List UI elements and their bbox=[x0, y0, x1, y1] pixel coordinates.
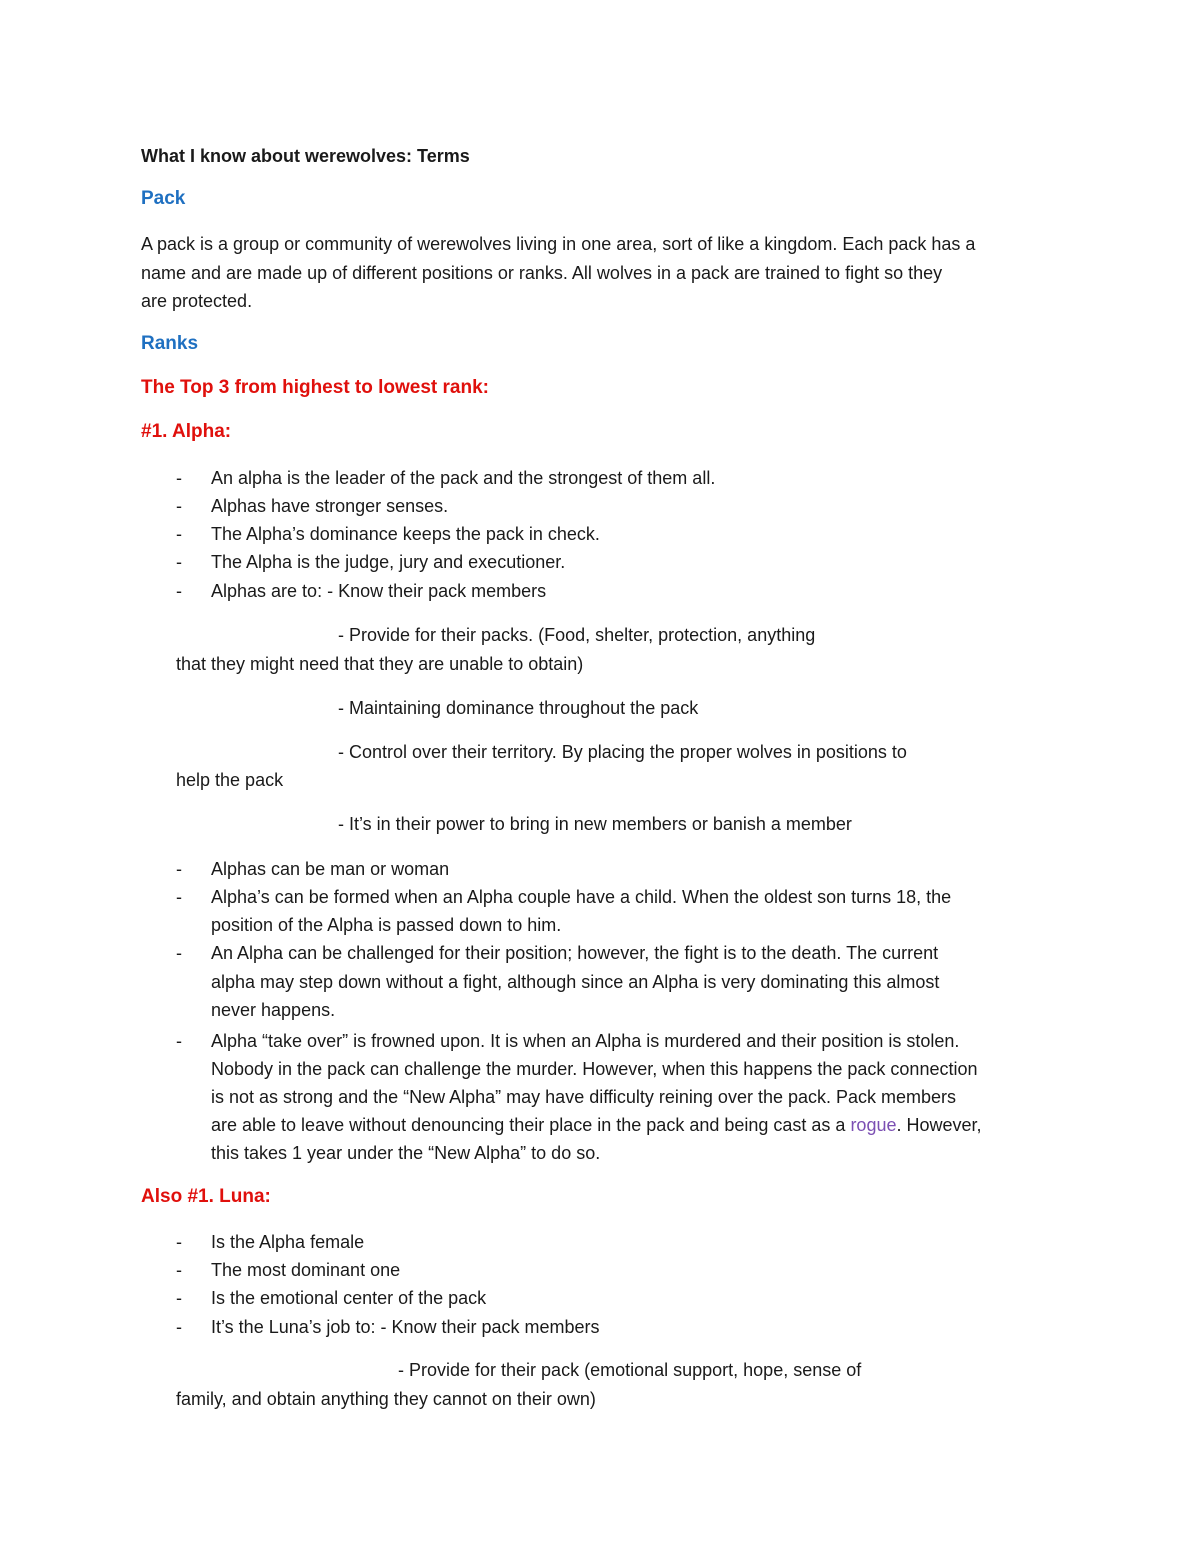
alpha-bullet: Alpha’s can be formed when an Alpha couple have a child. When the oldest son turns 18, the bbox=[211, 887, 952, 907]
alpha-bullet-continuation: this takes 1 year under the “New Alpha” to do so. bbox=[211, 1143, 601, 1163]
alpha-heading: #1. Alpha: bbox=[141, 421, 232, 442]
alpha-bullet: The Alpha is the judge, jury and executioner. bbox=[211, 552, 566, 572]
bullet-dash: - bbox=[176, 552, 182, 572]
bullet-dash: - bbox=[176, 496, 182, 516]
luna-duty-line: - Provide for their pack (emotional support, hope, sense of bbox=[398, 1360, 862, 1380]
alpha-bullet-continuation: never happens. bbox=[211, 1000, 336, 1020]
bullet-dash: - bbox=[176, 1260, 182, 1280]
bullet-dash: - bbox=[176, 1317, 182, 1337]
alpha-duty-line: - It’s in their power to bring in new members or banish a member bbox=[338, 814, 852, 834]
alpha-bullet-continuation: is not as strong and the “New Alpha” may have difficulty reining over the pack. Pack members bbox=[211, 1087, 957, 1107]
rogue-link[interactable]: rogue bbox=[850, 1115, 897, 1135]
alpha-bullet: The Alpha’s dominance keeps the pack in check. bbox=[211, 524, 600, 544]
bullet-dash: - bbox=[176, 468, 182, 488]
alpha-bullet: An alpha is the leader of the pack and the strongest of them all. bbox=[211, 468, 716, 488]
alpha-bullet: An Alpha can be challenged for their position; however, the fight is to the death. The current bbox=[211, 943, 939, 963]
alpha-duty-line: help the pack bbox=[176, 770, 284, 790]
luna-bullet: The most dominant one bbox=[211, 1260, 401, 1280]
ranks-subheading: The Top 3 from highest to lowest rank: bbox=[141, 377, 490, 398]
alpha-bullet-continuation: Nobody in the pack can challenge the murder. However, when this happens the pack connection bbox=[211, 1059, 978, 1079]
alpha-bullet-continuation: alpha may step down without a fight, although since an Alpha is very dominating this almost bbox=[211, 972, 940, 992]
luna-heading: Also #1. Luna: bbox=[141, 1186, 271, 1207]
alpha-bullet: Alphas have stronger senses. bbox=[211, 496, 449, 516]
bullet-dash: - bbox=[176, 1288, 182, 1308]
luna-bullet: Is the Alpha female bbox=[211, 1232, 365, 1252]
bullet-dash: - bbox=[176, 581, 182, 601]
bullet-dash: - bbox=[176, 887, 182, 907]
alpha-bullet-text: are able to leave without denouncing their place in the pack and being cast as a bbox=[211, 1115, 851, 1135]
luna-bullet: Is the emotional center of the pack bbox=[211, 1288, 487, 1308]
bullet-dash: - bbox=[176, 1232, 182, 1252]
document-title: What I know about werewolves: Terms bbox=[141, 146, 470, 166]
bullet-dash: - bbox=[176, 859, 182, 879]
pack-paragraph-line: A pack is a group or community of werewolves living in one area, sort of like a kingdom. Each pack has a bbox=[141, 234, 976, 254]
ranks-heading: Ranks bbox=[141, 333, 199, 354]
alpha-duty-line: - Maintaining dominance throughout the pack bbox=[338, 698, 699, 718]
alpha-bullet-continuation bbox=[211, 1114, 982, 1136]
pack-paragraph-line: are protected. bbox=[141, 291, 253, 311]
alpha-bullet: Alpha “take over” is frowned upon. It is when an Alpha is murdered and their position is stolen. bbox=[211, 1031, 960, 1051]
pack-heading: Pack bbox=[141, 188, 186, 209]
alpha-bullet-continuation: position of the Alpha is passed down to him. bbox=[211, 915, 562, 935]
bullet-dash: - bbox=[176, 524, 182, 544]
alpha-duty-line: that they might need that they are unable to obtain) bbox=[176, 654, 584, 674]
luna-duty-line: family, and obtain anything they cannot on their own) bbox=[176, 1389, 596, 1409]
alpha-bullet: Alphas are to: - Know their pack members bbox=[211, 581, 547, 601]
alpha-duty-line: - Provide for their packs. (Food, shelter, protection, anything bbox=[338, 625, 816, 645]
alpha-bullet-text: . However, bbox=[896, 1115, 982, 1135]
alpha-duty-line: - Control over their territory. By placing the proper wolves in positions to bbox=[338, 742, 907, 762]
bullet-dash: - bbox=[176, 943, 182, 963]
bullet-dash: - bbox=[176, 1031, 182, 1051]
pack-paragraph-line: name and are made up of different positions or ranks. All wolves in a pack are trained to fight so they bbox=[141, 263, 943, 283]
luna-bullet: It’s the Luna’s job to: - Know their pack members bbox=[211, 1317, 600, 1337]
alpha-bullet: Alphas can be man or woman bbox=[211, 859, 450, 879]
